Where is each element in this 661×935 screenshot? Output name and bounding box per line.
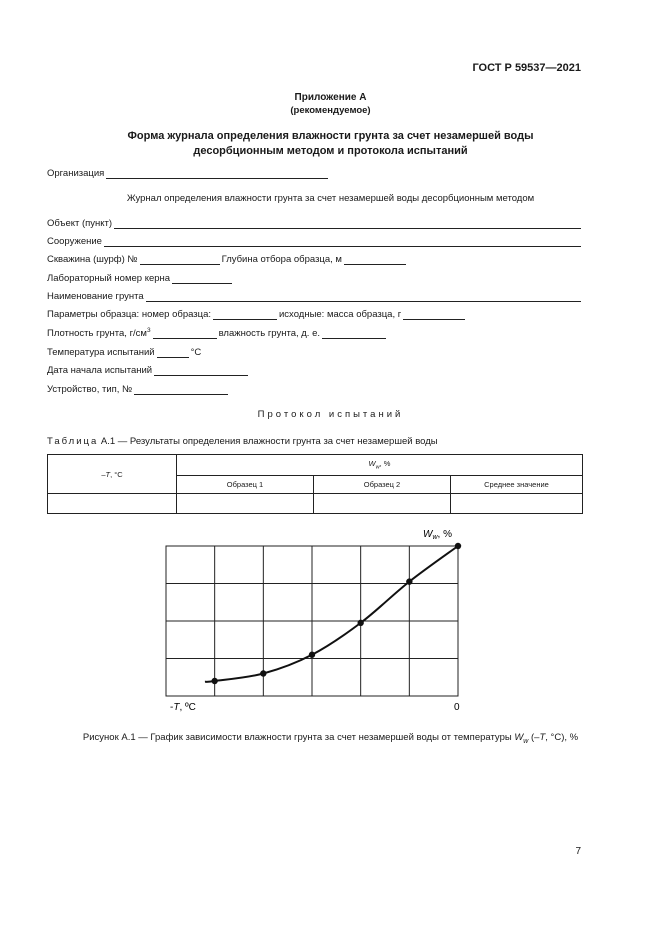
table-caption-text: А.1 — Результаты определения влажности грунта за счет незамершей воды: [100, 436, 438, 447]
chart-points: [211, 543, 461, 684]
temperature-unit: °С: [190, 347, 202, 358]
data-point: [406, 578, 412, 584]
density-label: Плотность грунта, $г/см^3$: [47, 327, 151, 340]
header-sample-1: Образец 1: [177, 476, 314, 494]
object-label: Объект (пункт): [47, 218, 113, 229]
initial-mass-label: исходные: масса образца, г: [279, 309, 402, 320]
journal-title: Журнал определения влажности грунта за счет незамершей воды десорбционным методом: [126, 193, 535, 204]
data-point: [260, 670, 266, 676]
appendix-title: Приложение А: [294, 92, 367, 103]
moisture-label: влажность грунта, д. е.: [218, 328, 321, 340]
depth-label: Глубина отбора образца, м: [221, 254, 342, 265]
chart-grid: [166, 546, 458, 696]
header-moisture-group: $W_w$, %: [177, 455, 583, 476]
soil-name-label: Наименование грунта: [47, 291, 144, 302]
x-origin-label: 0: [454, 702, 460, 713]
header-average: Среднее значение: [451, 476, 583, 494]
table-caption-word: Таблица: [47, 436, 99, 447]
moisture-curve: [205, 546, 458, 682]
header-temperature: –T, °С: [48, 455, 177, 494]
protocol-title: Протокол испытаний: [257, 409, 404, 420]
params-label: Параметры образца: номер образца:: [47, 309, 211, 320]
standard-number: ГОСТ Р 59537—2021: [472, 62, 581, 74]
data-point: [455, 543, 461, 549]
document-title-line2: десорбционным методом и протокола испытаний: [193, 145, 468, 157]
well-label: Скважина (шурф) №: [47, 254, 138, 265]
x-axis-label: -T, ºС: [170, 702, 196, 713]
data-point: [309, 652, 315, 658]
data-point: [211, 678, 217, 684]
page-number: 7: [575, 846, 581, 857]
y-axis-label: $W_w$, %: [423, 529, 452, 541]
lab-number-label: Лабораторный номер керна: [47, 273, 171, 284]
appendix-status: (рекомендуемое): [290, 105, 371, 116]
document-title-line1: Форма журнала определения влажности грунта за счет незамершей воды: [127, 130, 534, 142]
device-label: Устройство, тип, №: [47, 384, 133, 395]
temperature-label: Температура испытаний: [47, 347, 155, 358]
organization-label: Организация: [47, 168, 105, 179]
figure-caption: Рисунок А.1 — График зависимости влажности грунта за счет незамершей воды от температуры $W_w$ (–T, °С), %: [82, 732, 579, 745]
data-point: [357, 620, 363, 626]
structure-label: Сооружение: [47, 236, 102, 247]
header-sample-2: Образец 2: [314, 476, 451, 494]
start-date-label: Дата начала испытаний: [47, 365, 153, 376]
